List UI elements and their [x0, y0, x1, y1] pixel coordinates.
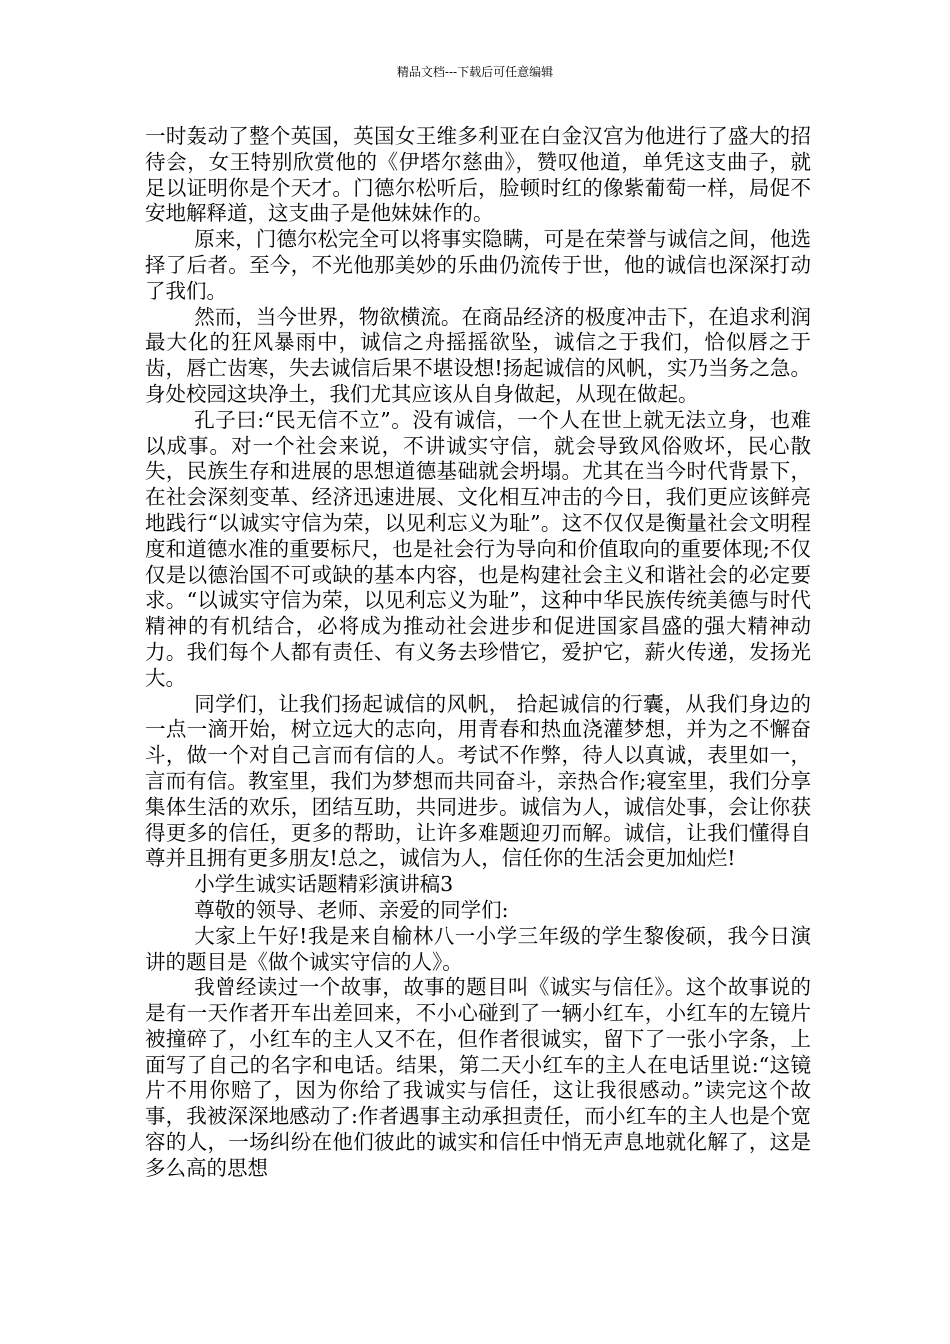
document-body	[145, 124, 811, 1182]
paragraph-5: 同学们，让我们扬起诚信的风帆， 拾起诚信的行囊，从我们身边的一点一滴开始，树立远大的志向，用青春和热血浇灌梦想，并为之不懈奋斗，做一个对自己言而有信的人。考试不作弊，待人以真诚，表里如一，言而有信。教室里，我们为梦想而共同奋斗，亲热合作;寝室里，我们分享集体生活的欢乐，团结互助，共同进步。诚信为人，诚信处事，会让你获得更多的信任，更多的帮助，让许多难题迎刃而解。诚信，让我们懂得自尊并且拥有更多朋友!总之，诚信为人，信任你的生活会更加灿烂!	[145, 691, 811, 871]
paragraph-3: 然而，当今世界，物欲横流。在商品经济的极度冲击下，在追求利润最大化的狂风暴雨中，诚信之舟摇摇欲坠，诚信之于我们，恰似唇之于齿，唇亡齿寒，失去诚信后果不堪设想!扬起诚信的风帆，实乃当务之急。身处校园这块净土，我们尤其应该从自身做起，从现在做起。	[145, 304, 811, 406]
page-header: 精品文档---下载后可任意编辑	[396, 65, 554, 79]
paragraph-9: 我曾经读过一个故事，故事的题目叫《诚实与信任》。这个故事说的是有一天作者开车出差回来，不小心碰到了一辆小红车，小红车的左镜片被撞碎了，小红车的主人又不在，但作者很诚实，留下了一张小字条，上面写了自己的名字和电话。结果，第二天小红车的主人在电话里说:“这镜片不用你赔了，因为你给了我诚实与信任，这让我很感动。”读完这个故事，我被深深地感动了:作者遇事主动承担责任，而小红车的主人也是个宽容的人，一场纠纷在他们彼此的诚实和信任中悄无声息地就化解了，这是多么高的思想	[145, 975, 811, 1180]
section-title: 小学生诚实话题精彩演讲稿3	[194, 872, 454, 897]
paragraph-2: 原来，门德尔松完全可以将事实隐瞒，可是在荣誉与诚信之间，他选择了后者。至今，不光他那美妙的乐曲仍流传于世，他的诚信也深深打动了我们。	[145, 227, 811, 303]
paragraph-4: 孔子曰:“民无信不立”。没有诚信，一个人在世上就无法立身，也难以成事。对一个社会来说，不讲诚实守信，就会导致风俗败坏，民心散失，民族生存和进展的思想道德基础就会坍塌。尤其在当今时代背景下，在社会深刻变革、经济迅速进展、文化相互冲击的今日，我们更应该鲜亮地践行“以诚实守信为荣，以见利忘义为耻”。这不仅仅是衡量社会文明程度和道德水准的重要标尺，也是社会行为导向和价值取向的重要体现;不仅仅是以德治国不可或缺的基本内容，也是构建社会主义和谐社会的必定要求。“以诚实守信为荣，以见利忘义为耻”，这种中华民族传统美德与时代精神的有机结合，必将成为推动社会进步和促进国家昌盛的强大精神动力。我们每个人都有责任、有义务去珍惜它，爱护它，薪火传递，发扬光大。	[145, 407, 811, 690]
salutation: 尊敬的领导、老师、亲爱的同学们:	[194, 897, 509, 922]
paragraph-1: 一时轰动了整个英国，英国女王维多利亚在白金汉宫为他进行了盛大的招待会，女王特别欣赏他的《伊塔尔慈曲》，赞叹他道，单凭这支曲子，就足以证明你是个天才。门德尔松听后，脸顿时红的像紫葡萄一样，局促不安地解释道，这支曲子是他妹妹作的。	[145, 124, 811, 226]
paragraph-8: 大家上午好!我是来自榆林八一小学三年级的学生黎俊硕，我今日演讲的题目是《做个诚实守信的人》。	[145, 923, 811, 974]
